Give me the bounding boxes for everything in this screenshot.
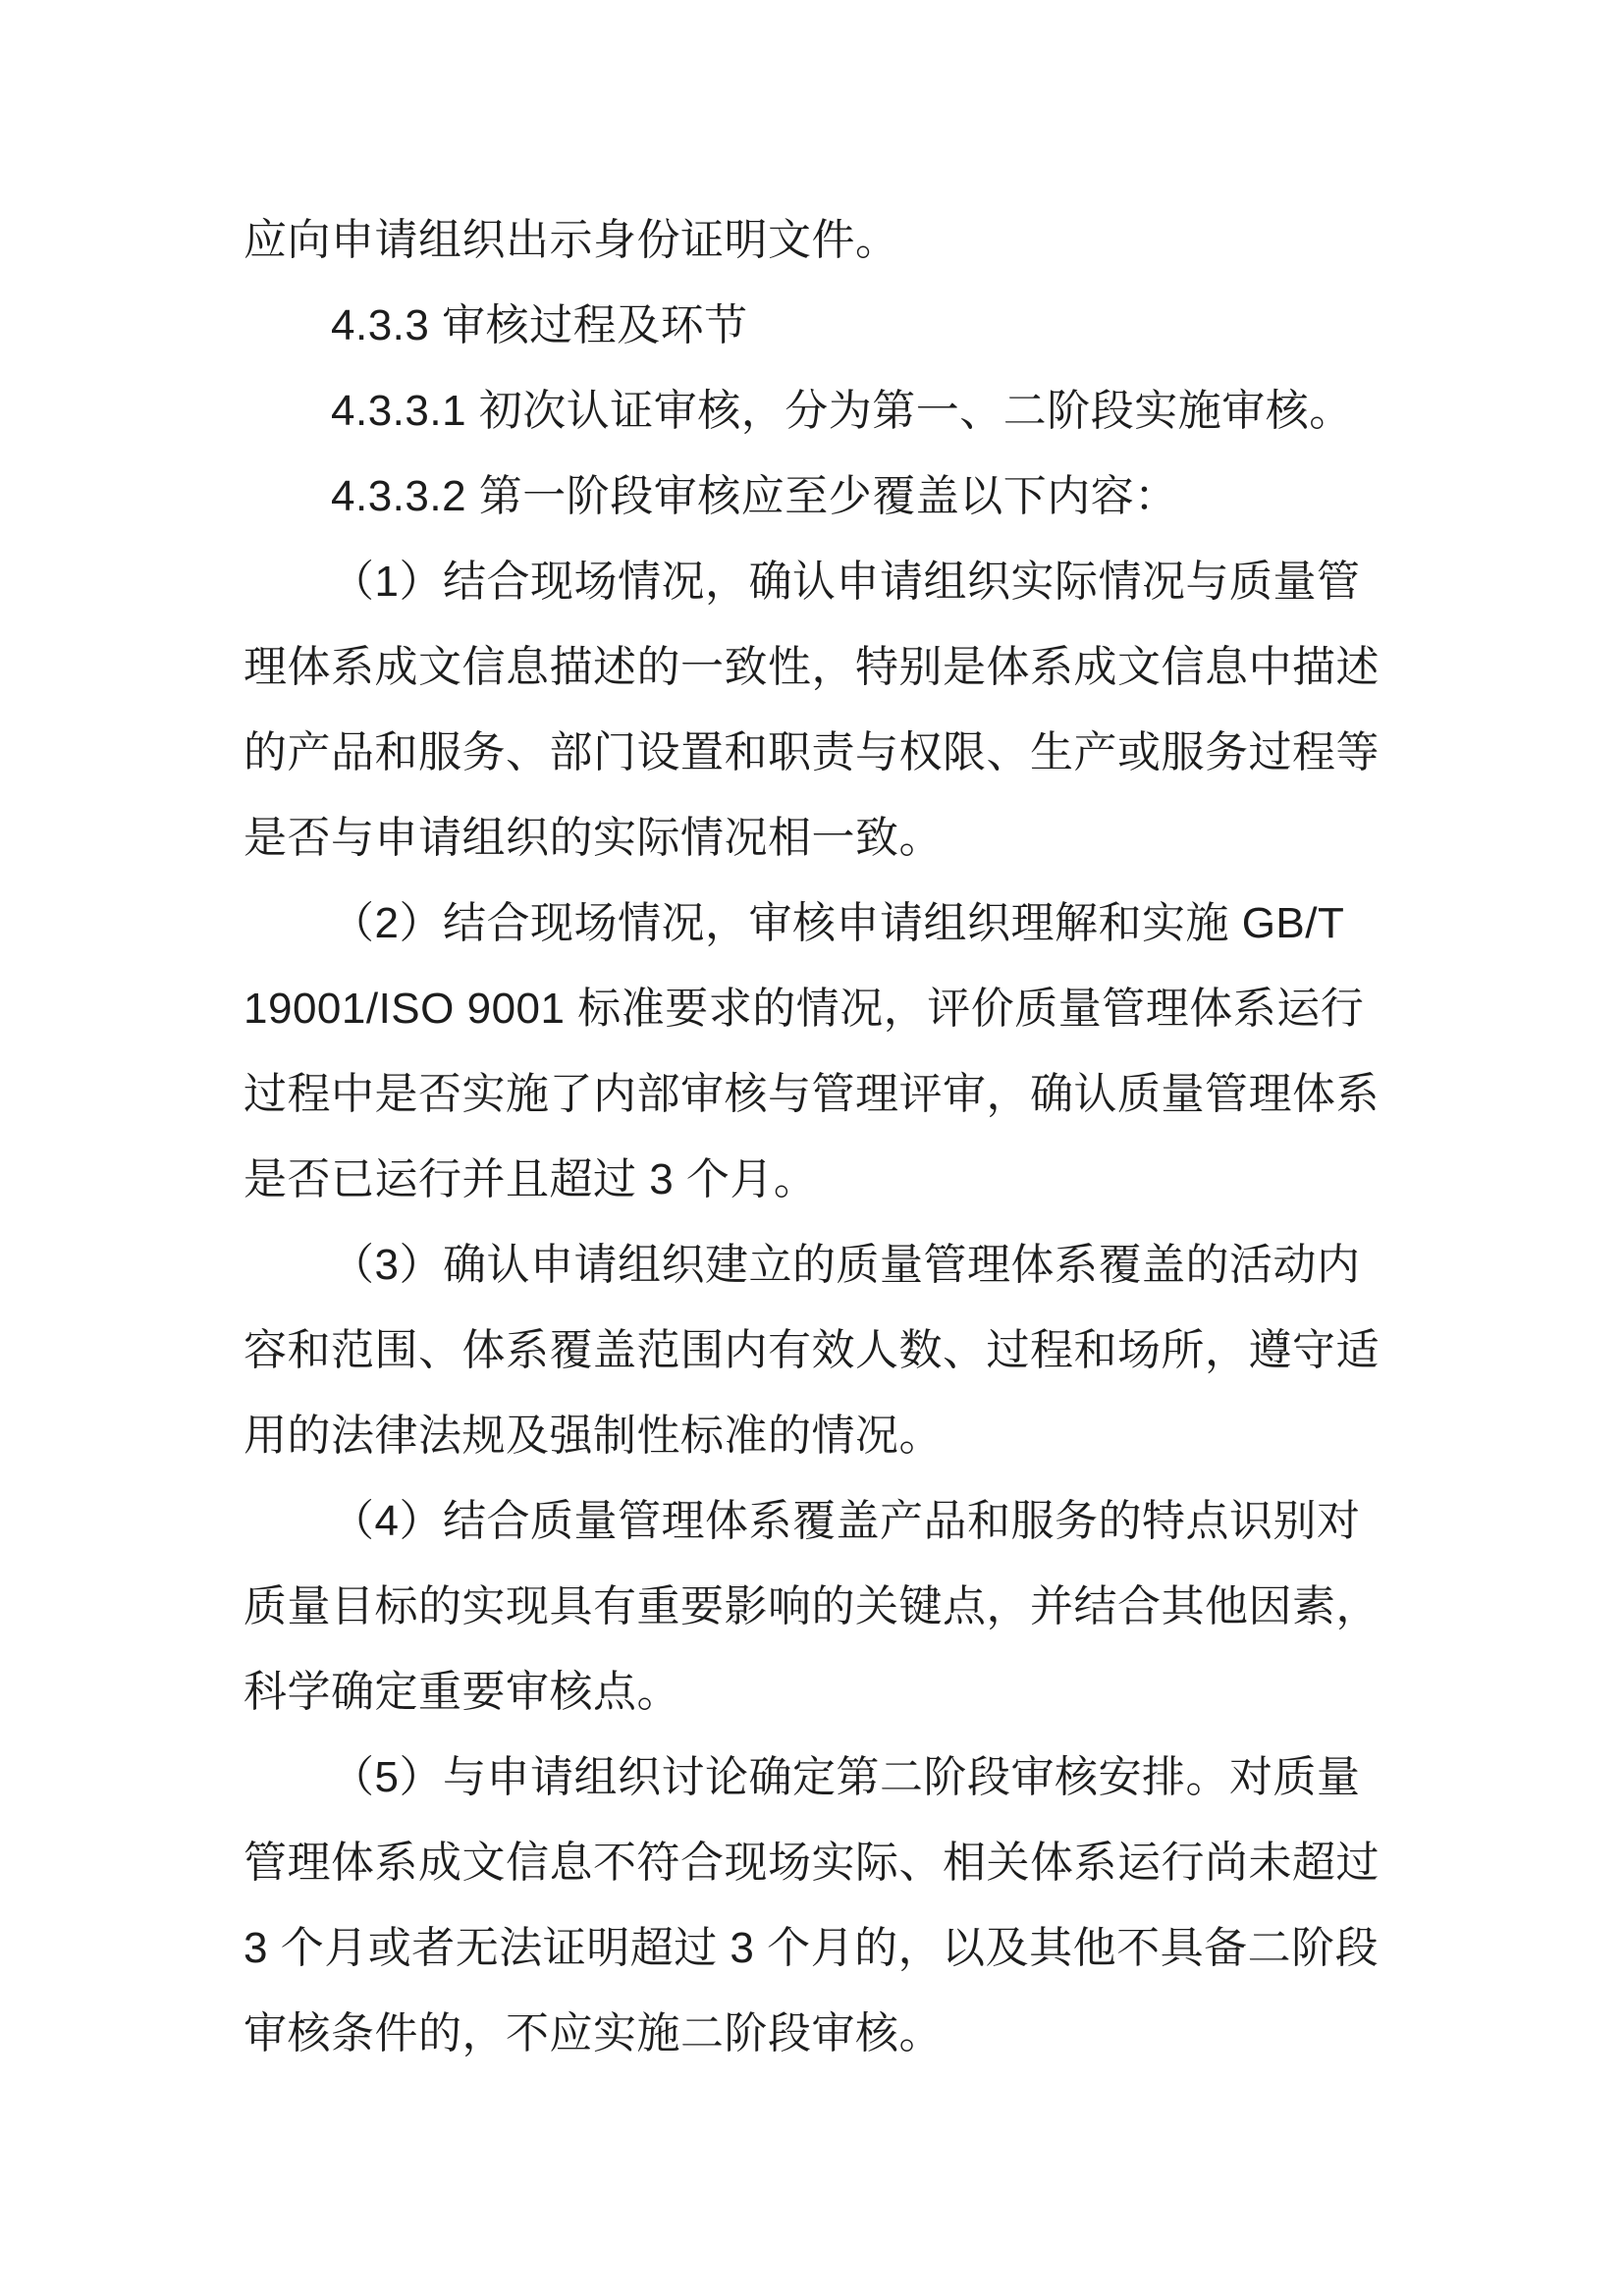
text-line: （1）结合现场情况，确认申请组织实际情况与质量管	[331, 558, 1361, 606]
text-line: 的产品和服务、部门设置和职责与权限、生产或服务过程等	[244, 728, 1380, 776]
text-line: 科学确定重要审核点。	[244, 1668, 680, 1716]
text-line: 质量目标的实现具有重要影响的关键点，并结合其他因素，	[244, 1582, 1380, 1630]
text-line: 容和范围、体系覆盖范围内有效人数、过程和场所，遵守适	[244, 1326, 1380, 1374]
text-line: 4.3.3 审核过程及环节	[331, 301, 748, 349]
text-line: （2）结合现场情况，审核申请组织理解和实施 GB/T	[331, 899, 1345, 947]
text-line: 用的法律法规及强制性标准的情况。	[244, 1412, 943, 1460]
text-line: 4.3.3.1 初次认证审核，分为第一、二阶段实施审核。	[331, 387, 1353, 435]
text-line: 管理体系成文信息不符合现场实际、相关体系运行尚未超过	[244, 1839, 1380, 1887]
text-line: （4）结合质量管理体系覆盖产品和服务的特点识别对	[331, 1497, 1361, 1545]
text-line: 是否已运行并且超过 3 个月。	[244, 1155, 818, 1203]
text-line: 19001/ISO 9001 标准要求的情况，评价质量管理体系运行	[244, 985, 1365, 1033]
text-line: 过程中是否实施了内部审核与管理评审，确认质量管理体系	[244, 1070, 1380, 1118]
text-line: （3）确认申请组织建立的质量管理体系覆盖的活动内	[331, 1241, 1361, 1289]
text-line: （5）与申请组织讨论确定第二阶段审核安排。对质量	[331, 1753, 1361, 1801]
text-line: 是否与申请组织的实际情况相一致。	[244, 814, 943, 862]
text-line: 应向申请组织出示身份证明文件。	[244, 216, 899, 264]
document-body	[244, 197, 1384, 2076]
text-line: 3 个月或者无法证明超过 3 个月的，以及其他不具备二阶段	[244, 1924, 1380, 1972]
text-line: 审核条件的，不应实施二阶段审核。	[244, 2009, 943, 2057]
text-line: 4.3.3.2 第一阶段审核应至少覆盖以下内容：	[331, 472, 1178, 520]
text-line: 理体系成文信息描述的一致性，特别是体系成文信息中描述	[244, 643, 1380, 691]
